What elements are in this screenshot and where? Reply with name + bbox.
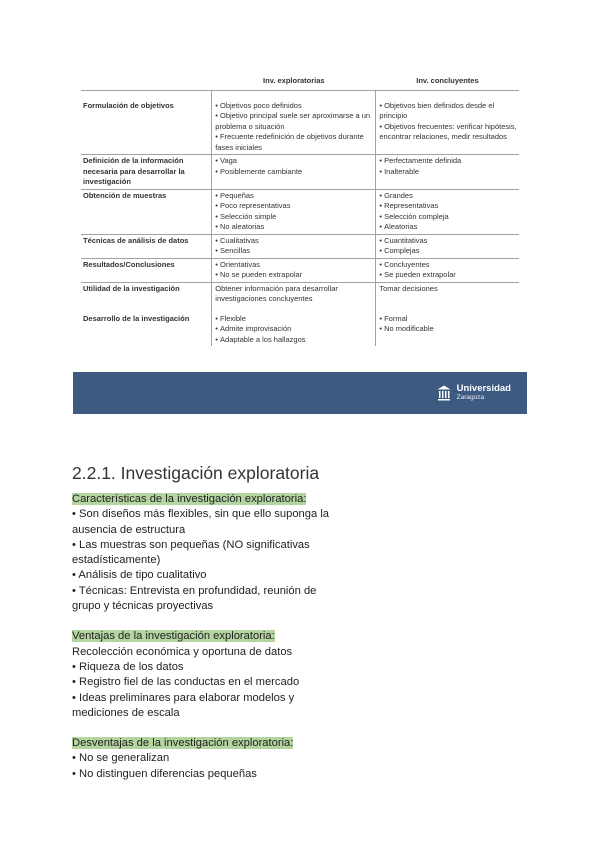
cell-text: Obtener información para desarrollar investigaciones concluyentes xyxy=(215,283,338,303)
notes-section xyxy=(72,462,372,797)
list-item: • No se pueden extrapolar xyxy=(215,270,373,281)
text-line: • Ideas preliminares para elaborar modelos y xyxy=(72,691,295,704)
table-row xyxy=(81,313,519,347)
header-exploratory: Inv. exploratorias xyxy=(212,72,376,90)
list-item: • Cualitativas xyxy=(215,236,373,247)
advantages-block xyxy=(72,629,372,721)
list-item: • Objetivos bien definidos desde el principio xyxy=(379,101,517,122)
list-item: • Vaga xyxy=(215,156,373,167)
list-item: • Complejas xyxy=(379,246,517,257)
list-item: • Pequeñas xyxy=(215,191,373,202)
list-item: • Objetivos poco definidos xyxy=(215,101,373,112)
table-row xyxy=(81,258,519,282)
table-row xyxy=(81,234,519,258)
disadvantages-block xyxy=(72,736,372,782)
list-item: • Selección compleja xyxy=(379,212,517,223)
slide-image xyxy=(73,68,527,414)
text-line: ausencia de estructura xyxy=(72,523,186,536)
header-conclusive: Inv. concluyentes xyxy=(376,72,519,90)
conclusive-cell xyxy=(376,258,519,282)
section-heading: 2.2.1. Investigación exploratoria xyxy=(72,463,320,483)
conclusive-cell xyxy=(376,234,519,258)
list-item: • Objetivos frecuentes: verificar hipótesis, encontrar relaciones, medir resultados xyxy=(379,122,517,143)
conclusive-cell xyxy=(376,313,519,347)
text-line: mediciones de escala xyxy=(72,706,180,719)
university-name: Universidad xyxy=(456,383,511,394)
list-item: • Grandes xyxy=(379,191,517,202)
list-item: • Selección simple xyxy=(215,212,373,223)
exploratory-cell xyxy=(212,258,376,282)
university-emblem-icon xyxy=(437,385,451,401)
university-city: Zaragoza xyxy=(456,394,485,401)
conclusive-cell xyxy=(376,155,519,190)
table-row xyxy=(81,155,519,190)
row-label: Utilidad de la investigación xyxy=(83,283,180,293)
list-item: • Adaptable a los hallazgos xyxy=(215,335,373,346)
advantages-title: Ventajas de la investigación exploratoria: xyxy=(72,630,275,643)
text-line: • Técnicas: Entrevista en profundidad, reunión de xyxy=(72,584,317,597)
list-item: • Aleatorias xyxy=(379,222,517,233)
characteristics-block xyxy=(72,492,372,614)
row-label: Resultados/Conclusiones xyxy=(81,258,212,282)
row-label: Desarrollo de la investigación xyxy=(83,313,190,323)
row-label: Definición de la información necesaria para desarrollar la investigación xyxy=(81,155,212,190)
text-line: • No se generalizan xyxy=(72,752,170,765)
table-row xyxy=(81,189,519,234)
disadvantages-title: Desventajas de la investigación exploratoria: xyxy=(72,737,294,750)
conclusive-cell xyxy=(376,189,519,234)
list-item: • Representativas xyxy=(379,201,517,212)
cell-text: Tomar decisiones xyxy=(379,283,438,293)
exploratory-cell xyxy=(212,155,376,190)
list-item: • Posiblemente cambiante xyxy=(215,167,373,178)
list-item: • Formal xyxy=(379,314,517,325)
conclusive-cell xyxy=(376,90,519,155)
text-line: estadísticamente) xyxy=(72,554,161,567)
list-item: • Poco representativas xyxy=(215,201,373,212)
list-item: • Sencillas xyxy=(215,246,373,257)
characteristics-title: Características de la investigación exploratoria: xyxy=(72,493,307,505)
exploratory-cell xyxy=(212,90,376,155)
conclusive-cell xyxy=(376,282,519,313)
list-item: • Perfectamente definida xyxy=(379,156,517,167)
header-blank xyxy=(81,72,212,90)
text-line: • Análisis de tipo cualitativo xyxy=(72,569,207,582)
text-line: grupo y técnicas proyectivas xyxy=(72,600,214,613)
list-item: • Concluyentes xyxy=(379,260,517,271)
list-item: • Orientativas xyxy=(215,260,373,271)
list-item: • Cuantitativas xyxy=(379,236,517,247)
comparison-table xyxy=(81,72,519,346)
text-line: • Las muestras son pequeñas (NO significativas xyxy=(72,538,310,551)
list-item: • Flexible xyxy=(215,314,373,325)
text-line: • No distinguen diferencias pequeñas xyxy=(72,767,257,780)
exploratory-cell xyxy=(212,313,376,347)
exploratory-cell xyxy=(212,282,376,313)
text-line: • Riqueza de los datos xyxy=(72,660,184,673)
list-item: • Inalterable xyxy=(379,167,517,178)
list-item: • Objetivo principal suele ser aproximarse a un problema o situación xyxy=(215,111,373,132)
list-item: • No modificable xyxy=(379,324,517,335)
university-logo xyxy=(437,384,511,402)
text-line: • Son diseños más flexibles, sin que ello suponga la xyxy=(72,508,330,521)
slide-footer-bar xyxy=(73,372,527,414)
exploratory-cell xyxy=(212,189,376,234)
row-label: Obtención de muestras xyxy=(81,189,212,234)
list-item: • Frecuente redefinición de objetivos durante fases iniciales xyxy=(215,132,373,153)
list-item: • Admite improvisación xyxy=(215,324,373,335)
table-row xyxy=(81,90,519,155)
list-item: • No aleatorias xyxy=(215,222,373,233)
table-row xyxy=(81,282,519,313)
row-label: Formulación de objetivos xyxy=(81,90,212,155)
text-line: Recolección económica y oportuna de datos xyxy=(72,645,293,658)
list-item: • Se pueden extrapolar xyxy=(379,270,517,281)
text-line: • Registro fiel de las conductas en el mercado xyxy=(72,676,300,689)
row-label: Técnicas de análisis de datos xyxy=(81,234,212,258)
exploratory-cell xyxy=(212,234,376,258)
